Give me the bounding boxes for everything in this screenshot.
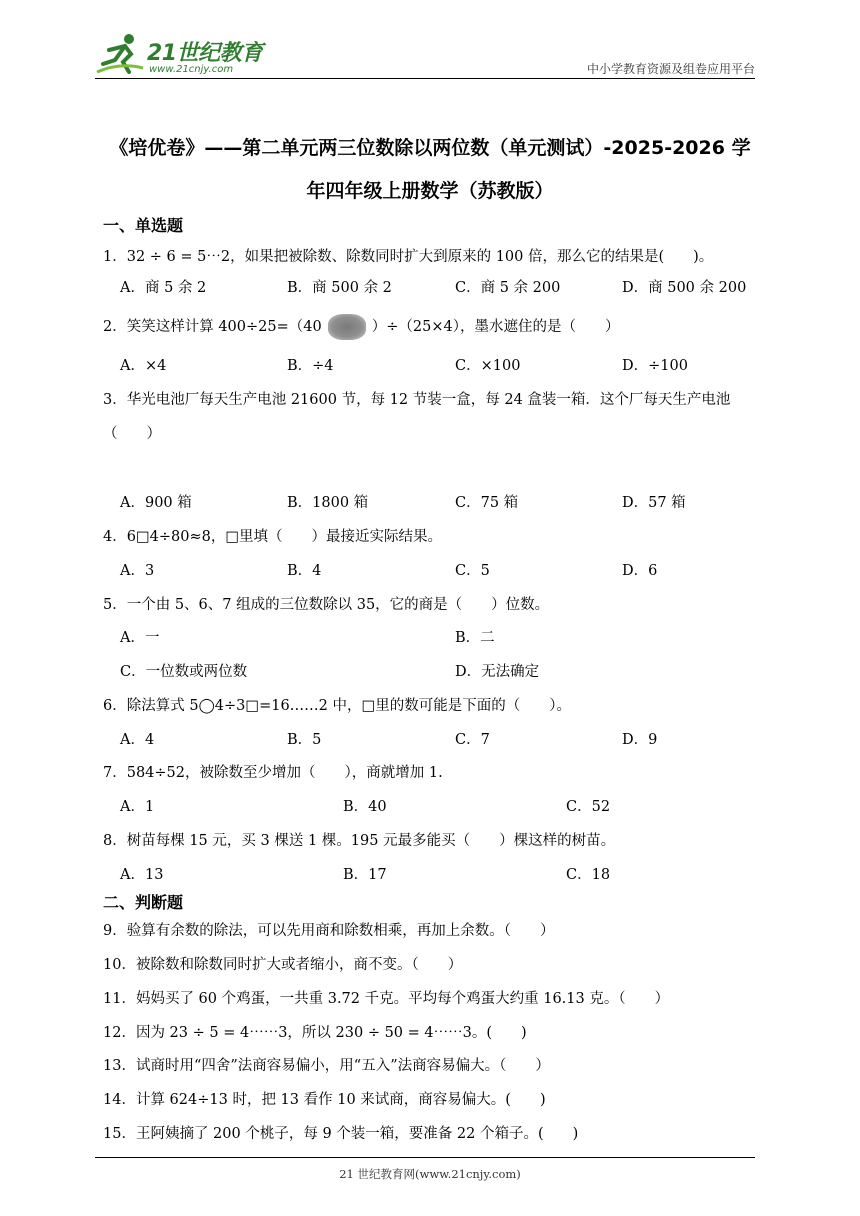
question-6: 6．除法算式 5◯4÷3□=16……2 中，□里的数可能是下面的（ ）。 [103, 698, 571, 714]
page-title-line-2: 年四年级上册数学（苏教版） [306, 180, 554, 202]
site-logo [95, 32, 265, 78]
q5-option-b: B．二 [455, 630, 495, 646]
q7-option-c: C．52 [566, 799, 611, 815]
q6-option-c: C．7 [455, 732, 490, 748]
question-8: 8．树苗每棵 15 元，买 3 棵送 1 棵。195 元最多能买（ ）棵这样的树苗。 [103, 833, 616, 849]
q4-option-c: C．5 [455, 563, 490, 579]
q7-option-a: A．1 [120, 799, 155, 815]
q7-option-b: B．40 [343, 799, 387, 815]
section-heading-true-false: 二、判断题 [103, 893, 184, 912]
logo-text: 21世纪教育 [147, 41, 263, 66]
q6-option-a: A．4 [120, 732, 155, 748]
question-11: 11．妈妈买了 60 个鸡蛋，一共重 3.72 千克。平均每个鸡蛋大约重 16.13 克。（ ） [103, 991, 670, 1007]
q4-option-d: D．6 [622, 563, 658, 579]
question-3-line-1: 3．华光电池厂每天生产电池 21600 节，每 12 节装一盒，每 24 盒装一箱．这个厂每天生产电池 [103, 392, 731, 408]
q2-text-before: 2．笑笑这样计算 400÷25=（40 [103, 319, 322, 335]
footer-text: 21 世纪教育网(www.21cnjy.com) [339, 1167, 521, 1181]
q1-option-c: C．商 5 余 200 [455, 280, 561, 296]
page-title-line-1: 《培优卷》——第二单元两三位数除以两位数（单元测试）-2025-2026 学 [109, 137, 751, 159]
question-5: 5．一个由 5、6、7 组成的三位数除以 35，它的商是（ ）位数。 [103, 597, 550, 613]
runner-logo-icon [95, 32, 145, 76]
q4-option-a: A．3 [120, 563, 155, 579]
q3-option-a: A．900 箱 [120, 495, 192, 511]
logo-url: www.21cnjy.com [149, 64, 234, 75]
q3-option-b: B．1800 箱 [287, 495, 369, 511]
q5-option-d: D．无法确定 [455, 664, 540, 680]
q8-option-c: C．18 [566, 867, 611, 883]
question-4: 4．6□4÷80≈8，□里填（ ）最接近实际结果。 [103, 529, 443, 545]
q1-option-b: B．商 500 余 2 [287, 280, 392, 296]
q6-option-b: B．5 [287, 732, 322, 748]
q1-option-a: A．商 5 余 2 [120, 280, 207, 296]
q6-option-d: D．9 [622, 732, 658, 748]
q4-option-b: B．4 [287, 563, 322, 579]
question-3-line-2: （ ） [103, 426, 161, 442]
q5-option-a: A．一 [120, 630, 160, 646]
question-15: 15．王阿姨摘了 200 个桃子，每 9 个装一箱，要准备 22 个箱子。( ) [103, 1126, 579, 1142]
q5-option-c: C．一位数或两位数 [120, 664, 248, 680]
q2-text-after: ）÷（25×4），墨水遮住的是（ ） [371, 319, 620, 335]
q2-option-d: D．÷100 [622, 358, 688, 374]
question-2 [103, 314, 619, 340]
question-13: 13．试商时用“四舍”法商容易偏小，用“五入”法商容易偏大。（ ） [103, 1058, 550, 1074]
question-7: 7．584÷52，被除数至少增加（ ），商就增加 1. [103, 765, 443, 781]
q8-option-b: B．17 [343, 867, 387, 883]
section-heading-single-choice: 一、单选题 [103, 216, 184, 235]
question-9: 9．验算有余数的除法，可以先用商和除数相乘，再加上余数。（ ） [103, 923, 555, 939]
q8-option-a: A．13 [120, 867, 164, 883]
q3-option-c: C．75 箱 [455, 495, 519, 511]
q2-option-a: A．×4 [120, 358, 167, 374]
q1-option-d: D．商 500 余 200 [622, 280, 747, 296]
page-header [95, 32, 755, 78]
question-14: 14．计算 624÷13 时，把 13 看作 10 来试商，商容易偏大。( ) [103, 1092, 546, 1108]
header-divider [95, 78, 755, 79]
footer-divider [95, 1157, 755, 1158]
q2-option-b: B．÷4 [287, 358, 334, 374]
q3-option-d: D．57 箱 [622, 495, 686, 511]
header-platform-text: 中小学教育资源及组卷应用平台 [586, 62, 755, 76]
q2-option-c: C．×100 [455, 358, 521, 374]
question-10: 10．被除数和除数同时扩大或者缩小，商不变。（ ） [103, 957, 463, 973]
question-12: 12．因为 23 ÷ 5 = 4⋯⋯3，所以 230 ÷ 50 = 4⋯⋯3。( ) [103, 1025, 527, 1041]
question-1: 1．32 ÷ 6 = 5⋯2，如果把被除数、除数同时扩大到原来的 100 倍，那么它的结果是( )。 [103, 249, 714, 265]
ink-blot-icon [328, 314, 366, 340]
